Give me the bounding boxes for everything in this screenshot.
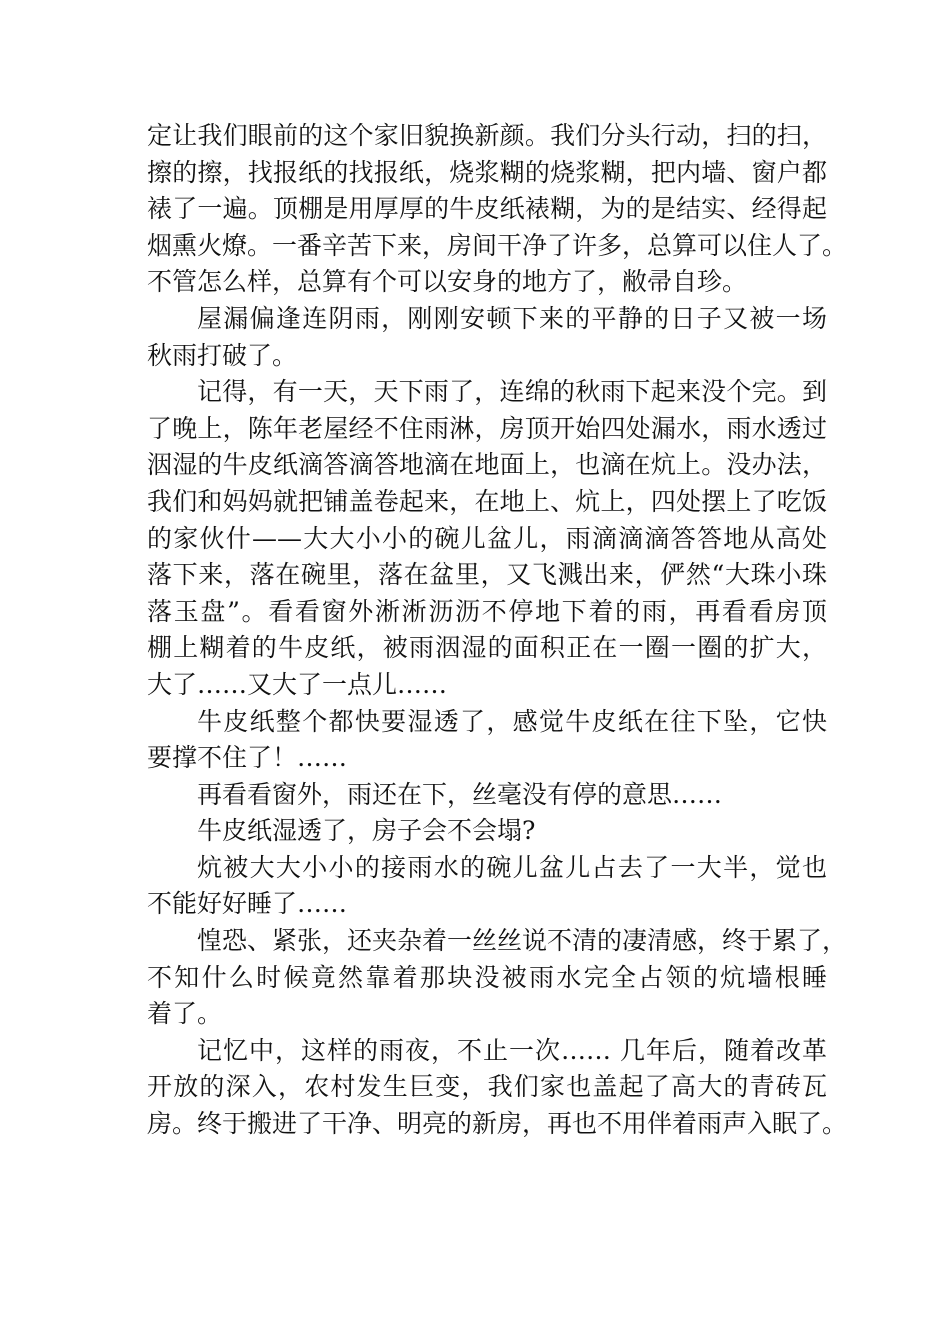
- text-line: 着了。: [147, 999, 223, 1029]
- text-line: 不知什么时候竟然靠着那块没被雨水完全占领的炕墙根睡: [147, 962, 827, 992]
- text-line: 房。终于搬进了干净、明亮的新房，再也不用伴着雨声入眠了。: [147, 1109, 848, 1139]
- text-line: 的家伙什——大大小小的碗儿盆儿，雨滴滴滴答答地从高处: [147, 523, 827, 553]
- text-line: 记得，有一天，天下雨了，连绵的秋雨下起来没个完。到: [197, 377, 827, 407]
- text-line: 洇湿的牛皮纸滴答滴答地滴在地面上，也滴在炕上。没办法，: [147, 450, 827, 480]
- text-line: 落玉盘”。看看窗外淅淅沥沥不停地下着的雨，再看看房顶: [147, 596, 827, 626]
- paragraph: [147, 813, 827, 850]
- paragraph: [147, 118, 848, 301]
- paragraph: [147, 777, 827, 814]
- text-line: 不能好好睡了……: [147, 889, 348, 919]
- text-line: 烟熏火燎。一番辛苦下来，房间干净了许多，总算可以住人了。: [147, 230, 848, 260]
- text-line: 惶恐、紧张，还夹杂着一丝丝说不清的凄清感，终于累了，: [197, 926, 848, 956]
- paragraph: [147, 923, 848, 1033]
- text-line: 棚上糊着的牛皮纸，被雨洇湿的面积正在一圈一圈的扩大，: [147, 633, 827, 663]
- paragraph: [147, 374, 827, 703]
- text-line: 牛皮纸整个都快要湿透了，感觉牛皮纸在往下坠，它快: [197, 706, 827, 736]
- text-line: 炕被大大小小的接雨水的碗儿盆儿占去了一大半，觉也: [197, 852, 827, 882]
- paragraph: [147, 1033, 848, 1143]
- text-line: 牛皮纸湿透了，房子会不会塌?: [197, 816, 536, 846]
- text-line: 开放的深入，农村发生巨变，我们家也盖起了高大的青砖瓦: [147, 1072, 827, 1102]
- paragraph: [147, 301, 827, 374]
- text-line: 了晚上，陈年老屋经不住雨淋，房顶开始四处漏水，雨水透过: [147, 413, 827, 443]
- text-line: 秋雨打破了。: [147, 340, 298, 370]
- text-line: 擦的擦，找报纸的找报纸，烧浆糊的烧浆糊，把内墙、窗户都: [147, 157, 827, 187]
- text-line: 不管怎么样，总算有个可以安身的地方了，敝帚自珍。: [147, 267, 748, 297]
- text-line: 定让我们眼前的这个家旧貌换新颜。我们分头行动，扫的扫，: [147, 121, 827, 150]
- paragraph: [147, 850, 827, 923]
- text-line: 裱了一遍。顶棚是用厚厚的牛皮纸裱糊，为的是结实、经得起: [147, 194, 827, 224]
- article-body: [147, 118, 848, 1143]
- text-line: 大了……又大了一点儿……: [147, 669, 448, 699]
- text-line: 再看看窗外，雨还在下，丝毫没有停的意思……: [197, 779, 723, 809]
- text-line: 要撑不住了！……: [147, 743, 348, 773]
- text-line: 落下来，落在碗里，落在盆里，又飞溅出来，俨然“大珠小珠: [147, 560, 827, 590]
- text-line: 我们和妈妈就把铺盖卷起来，在地上、炕上，四处摆上了吃饭: [147, 486, 827, 516]
- text-line: 记忆中，这样的雨夜，不止一次…… 几年后，随着改革: [197, 1035, 827, 1065]
- paragraph: [147, 704, 827, 777]
- text-line: 屋漏偏逢连阴雨，刚刚安顿下来的平静的日子又被一场: [197, 303, 827, 333]
